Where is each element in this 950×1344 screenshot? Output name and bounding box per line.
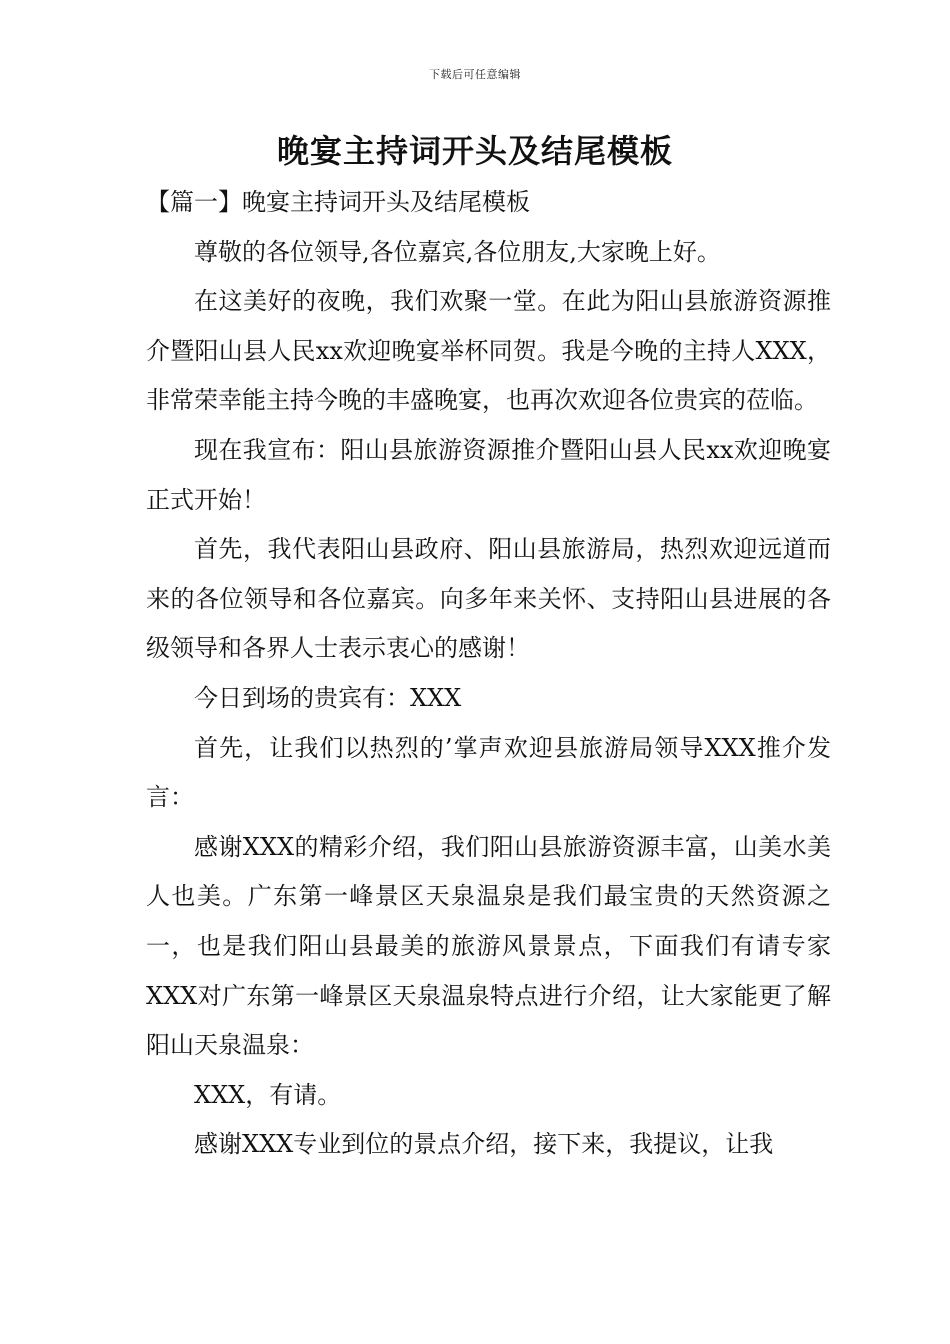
header-note: 下载后可任意编辑: [429, 68, 521, 81]
paragraph-please: XXX，有请。: [194, 1080, 342, 1109]
paragraph-invite-speech: 首先，让我们以热烈的’掌声欢迎县旅游局领导XXX推介发言：: [146, 733, 831, 812]
paragraph-announcement: 现在我宣布：阳山县旅游资源推介暨阳山县人民xx欢迎晚宴正式开始！: [146, 435, 831, 514]
paragraph-greeting: 尊敬的各位领导,各位嘉宾,各位朋友,大家晚上好。: [194, 237, 721, 266]
paragraph-thanks: 首先，我代表阳山县政府、阳山县旅游局，热烈欢迎远道而来的各位领导和各位嘉宾。向多年来关怀、支持阳山县进展的各级领导和各界人士表示衷心的感谢！: [146, 535, 831, 663]
paragraph-guests: 今日到场的贵宾有：XXX: [194, 683, 462, 712]
section-heading: 【篇一】晚宴主持词开头及结尾模板: [146, 188, 530, 216]
paragraph-scenic-intro: 感谢XXX的精彩介绍，我们阳山县旅游资源丰富，山美水美人也美。广东第一峰景区天泉温泉是我们最宝贵的天然资源之一，也是我们阳山县最美的旅游风景景点，下面我们有请专家XXX对广东第一峰景区天泉温泉特点进行介绍，让大家能更了解阳山天泉温泉：: [146, 832, 831, 1060]
paragraph-welcome: 在这美好的夜晚，我们欢聚一堂。在此为阳山县旅游资源推介暨阳山县人民xx欢迎晚宴举杯同贺。我是今晚的主持人XXX，非常荣幸能主持今晚的丰盛晚宴，也再次欢迎各位贵宾的莅临。: [146, 287, 831, 415]
document-title: 晚宴主持词开头及结尾模板: [276, 132, 673, 170]
document-body: [146, 178, 831, 1170]
paragraph-proposal: 感谢XXX专业到位的景点介绍，接下来，我提议，让我: [194, 1130, 774, 1159]
